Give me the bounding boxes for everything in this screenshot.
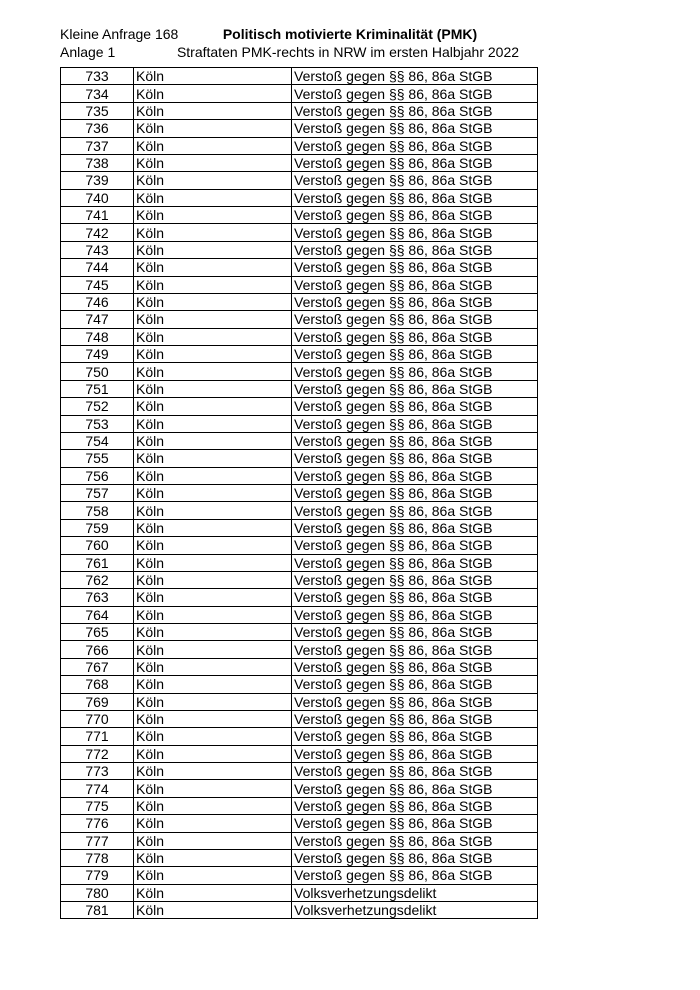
location-cell: Köln [134,641,292,658]
offense-cell: Verstoß gegen §§ 86, 86a StGB [292,276,538,293]
row-number-cell: 736 [61,120,134,137]
offense-cell: Verstoß gegen §§ 86, 86a StGB [292,780,538,797]
table-row [61,172,538,189]
table-row [61,207,538,224]
offense-cell: Verstoß gegen §§ 86, 86a StGB [292,172,538,189]
table-row [61,85,538,102]
table-row [61,68,538,85]
table-row [61,450,538,467]
table-row [61,606,538,623]
table-row [61,485,538,502]
location-cell: Köln [134,380,292,397]
table-row [61,884,538,901]
offense-cell: Verstoß gegen §§ 86, 86a StGB [292,85,538,102]
offense-table-body [61,68,538,919]
offense-table [60,67,538,919]
location-cell: Köln [134,815,292,832]
location-cell: Köln [134,102,292,119]
location-cell: Köln [134,276,292,293]
table-row [61,867,538,884]
location-cell: Köln [134,137,292,154]
offense-cell: Verstoß gegen §§ 86, 86a StGB [292,102,538,119]
row-number-cell: 741 [61,207,134,224]
offense-cell: Verstoß gegen §§ 86, 86a StGB [292,346,538,363]
table-row [61,902,538,919]
row-number-cell: 771 [61,728,134,745]
offense-cell: Verstoß gegen §§ 86, 86a StGB [292,154,538,171]
location-cell: Köln [134,172,292,189]
offense-cell: Verstoß gegen §§ 86, 86a StGB [292,380,538,397]
row-number-cell: 778 [61,849,134,866]
row-number-cell: 762 [61,571,134,588]
row-number-cell: 766 [61,641,134,658]
row-number-cell: 772 [61,745,134,762]
offense-cell: Verstoß gegen §§ 86, 86a StGB [292,241,538,258]
row-number-cell: 763 [61,589,134,606]
location-cell: Köln [134,311,292,328]
offense-cell: Verstoß gegen §§ 86, 86a StGB [292,832,538,849]
offense-cell: Verstoß gegen §§ 86, 86a StGB [292,259,538,276]
offense-cell: Volksverhetzungsdelikt [292,884,538,901]
offense-cell: Verstoß gegen §§ 86, 86a StGB [292,658,538,675]
table-row [61,763,538,780]
offense-cell: Verstoß gegen §§ 86, 86a StGB [292,432,538,449]
location-cell: Köln [134,606,292,623]
table-row [61,728,538,745]
location-cell: Köln [134,537,292,554]
table-row [61,363,538,380]
table-row [61,293,538,310]
row-number-cell: 746 [61,293,134,310]
row-number-cell: 753 [61,415,134,432]
row-number-cell: 734 [61,85,134,102]
row-number-cell: 738 [61,154,134,171]
row-number-cell: 773 [61,763,134,780]
location-cell: Köln [134,363,292,380]
location-cell: Köln [134,624,292,641]
table-row [61,589,538,606]
offense-cell: Verstoß gegen §§ 86, 86a StGB [292,293,538,310]
location-cell: Köln [134,763,292,780]
row-number-cell: 733 [61,68,134,85]
offense-cell: Verstoß gegen §§ 86, 86a StGB [292,485,538,502]
table-row [61,241,538,258]
offense-cell: Verstoß gegen §§ 86, 86a StGB [292,554,538,571]
table-row [61,519,538,536]
row-number-cell: 757 [61,485,134,502]
offense-cell: Verstoß gegen §§ 86, 86a StGB [292,745,538,762]
table-row [61,832,538,849]
offense-cell: Verstoß gegen §§ 86, 86a StGB [292,849,538,866]
offense-cell: Verstoß gegen §§ 86, 86a StGB [292,450,538,467]
row-number-cell: 754 [61,432,134,449]
row-number-cell: 764 [61,606,134,623]
offense-cell: Verstoß gegen §§ 86, 86a StGB [292,867,538,884]
document-reference: Kleine Anfrage 168 [60,26,179,42]
offense-cell: Verstoß gegen §§ 86, 86a StGB [292,502,538,519]
row-number-cell: 749 [61,346,134,363]
offense-cell: Verstoß gegen §§ 86, 86a StGB [292,676,538,693]
row-number-cell: 750 [61,363,134,380]
table-row [61,415,538,432]
table-row [61,502,538,519]
location-cell: Köln [134,797,292,814]
location-cell: Köln [134,571,292,588]
location-cell: Köln [134,293,292,310]
location-cell: Köln [134,68,292,85]
offense-cell: Verstoß gegen §§ 86, 86a StGB [292,537,538,554]
table-row [61,154,538,171]
row-number-cell: 743 [61,241,134,258]
offense-cell: Verstoß gegen §§ 86, 86a StGB [292,137,538,154]
row-number-cell: 769 [61,693,134,710]
offense-cell: Verstoß gegen §§ 86, 86a StGB [292,589,538,606]
table-row [61,120,538,137]
location-cell: Köln [134,432,292,449]
row-number-cell: 775 [61,797,134,814]
table-row [61,658,538,675]
location-cell: Köln [134,120,292,137]
location-cell: Köln [134,728,292,745]
row-number-cell: 759 [61,519,134,536]
row-number-cell: 768 [61,676,134,693]
row-number-cell: 776 [61,815,134,832]
row-number-cell: 770 [61,710,134,727]
location-cell: Köln [134,589,292,606]
offense-cell: Verstoß gegen §§ 86, 86a StGB [292,207,538,224]
offense-cell: Verstoß gegen §§ 86, 86a StGB [292,606,538,623]
location-cell: Köln [134,832,292,849]
location-cell: Köln [134,554,292,571]
row-number-cell: 777 [61,832,134,849]
location-cell: Köln [134,780,292,797]
offense-cell: Verstoß gegen §§ 86, 86a StGB [292,519,538,536]
location-cell: Köln [134,224,292,241]
table-row [61,849,538,866]
location-cell: Köln [134,328,292,345]
table-row [61,467,538,484]
row-number-cell: 735 [61,102,134,119]
location-cell: Köln [134,346,292,363]
row-number-cell: 737 [61,137,134,154]
location-cell: Köln [134,745,292,762]
location-cell: Köln [134,658,292,675]
row-number-cell: 765 [61,624,134,641]
table-row [61,346,538,363]
table-row [61,815,538,832]
location-cell: Köln [134,189,292,206]
offense-cell: Verstoß gegen §§ 86, 86a StGB [292,398,538,415]
row-number-cell: 781 [61,902,134,919]
offense-cell: Verstoß gegen §§ 86, 86a StGB [292,693,538,710]
table-row [61,189,538,206]
row-number-cell: 745 [61,276,134,293]
location-cell: Köln [134,450,292,467]
row-number-cell: 779 [61,867,134,884]
attachment-label: Anlage 1 [60,44,116,60]
table-row [61,571,538,588]
offense-cell: Verstoß gegen §§ 86, 86a StGB [292,624,538,641]
table-row [61,380,538,397]
location-cell: Köln [134,85,292,102]
row-number-cell: 748 [61,328,134,345]
offense-cell: Verstoß gegen §§ 86, 86a StGB [292,224,538,241]
row-number-cell: 740 [61,189,134,206]
offense-cell: Volksverhetzungsdelikt [292,902,538,919]
location-cell: Köln [134,519,292,536]
row-number-cell: 739 [61,172,134,189]
offense-cell: Verstoß gegen §§ 86, 86a StGB [292,189,538,206]
row-number-cell: 742 [61,224,134,241]
table-row [61,537,538,554]
row-number-cell: 761 [61,554,134,571]
location-cell: Köln [134,415,292,432]
offense-cell: Verstoß gegen §§ 86, 86a StGB [292,815,538,832]
location-cell: Köln [134,398,292,415]
location-cell: Köln [134,207,292,224]
row-number-cell: 767 [61,658,134,675]
table-row [61,710,538,727]
offense-cell: Verstoß gegen §§ 86, 86a StGB [292,571,538,588]
table-row [61,554,538,571]
table-row [61,624,538,641]
offense-cell: Verstoß gegen §§ 86, 86a StGB [292,363,538,380]
location-cell: Köln [134,502,292,519]
location-cell: Köln [134,467,292,484]
row-number-cell: 756 [61,467,134,484]
table-row [61,797,538,814]
location-cell: Köln [134,710,292,727]
table-row [61,102,538,119]
page-title: Politisch motivierte Kriminalität (PMK) [222,26,478,42]
offense-cell: Verstoß gegen §§ 86, 86a StGB [292,68,538,85]
location-cell: Köln [134,902,292,919]
table-row [61,224,538,241]
location-cell: Köln [134,241,292,258]
location-cell: Köln [134,676,292,693]
table-row [61,328,538,345]
row-number-cell: 747 [61,311,134,328]
table-row [61,641,538,658]
offense-cell: Verstoß gegen §§ 86, 86a StGB [292,311,538,328]
table-row [61,676,538,693]
offense-cell: Verstoß gegen §§ 86, 86a StGB [292,763,538,780]
offense-cell: Verstoß gegen §§ 86, 86a StGB [292,120,538,137]
table-row [61,276,538,293]
location-cell: Köln [134,849,292,866]
table-row [61,311,538,328]
location-cell: Köln [134,154,292,171]
offense-cell: Verstoß gegen §§ 86, 86a StGB [292,641,538,658]
row-number-cell: 780 [61,884,134,901]
row-number-cell: 774 [61,780,134,797]
offense-cell: Verstoß gegen §§ 86, 86a StGB [292,328,538,345]
offense-cell: Verstoß gegen §§ 86, 86a StGB [292,728,538,745]
location-cell: Köln [134,485,292,502]
table-row [61,398,538,415]
table-row [61,137,538,154]
table-row [61,259,538,276]
row-number-cell: 744 [61,259,134,276]
table-row [61,432,538,449]
offense-cell: Verstoß gegen §§ 86, 86a StGB [292,415,538,432]
page-subtitle: Straftaten PMK-rechts in NRW im ersten Halbjahr 2022 [176,44,520,60]
table-row [61,693,538,710]
location-cell: Köln [134,884,292,901]
offense-cell: Verstoß gegen §§ 86, 86a StGB [292,797,538,814]
row-number-cell: 752 [61,398,134,415]
offense-cell: Verstoß gegen §§ 86, 86a StGB [292,467,538,484]
row-number-cell: 760 [61,537,134,554]
row-number-cell: 755 [61,450,134,467]
table-row [61,745,538,762]
location-cell: Köln [134,867,292,884]
location-cell: Köln [134,693,292,710]
row-number-cell: 758 [61,502,134,519]
table-row [61,780,538,797]
location-cell: Köln [134,259,292,276]
offense-cell: Verstoß gegen §§ 86, 86a StGB [292,710,538,727]
row-number-cell: 751 [61,380,134,397]
